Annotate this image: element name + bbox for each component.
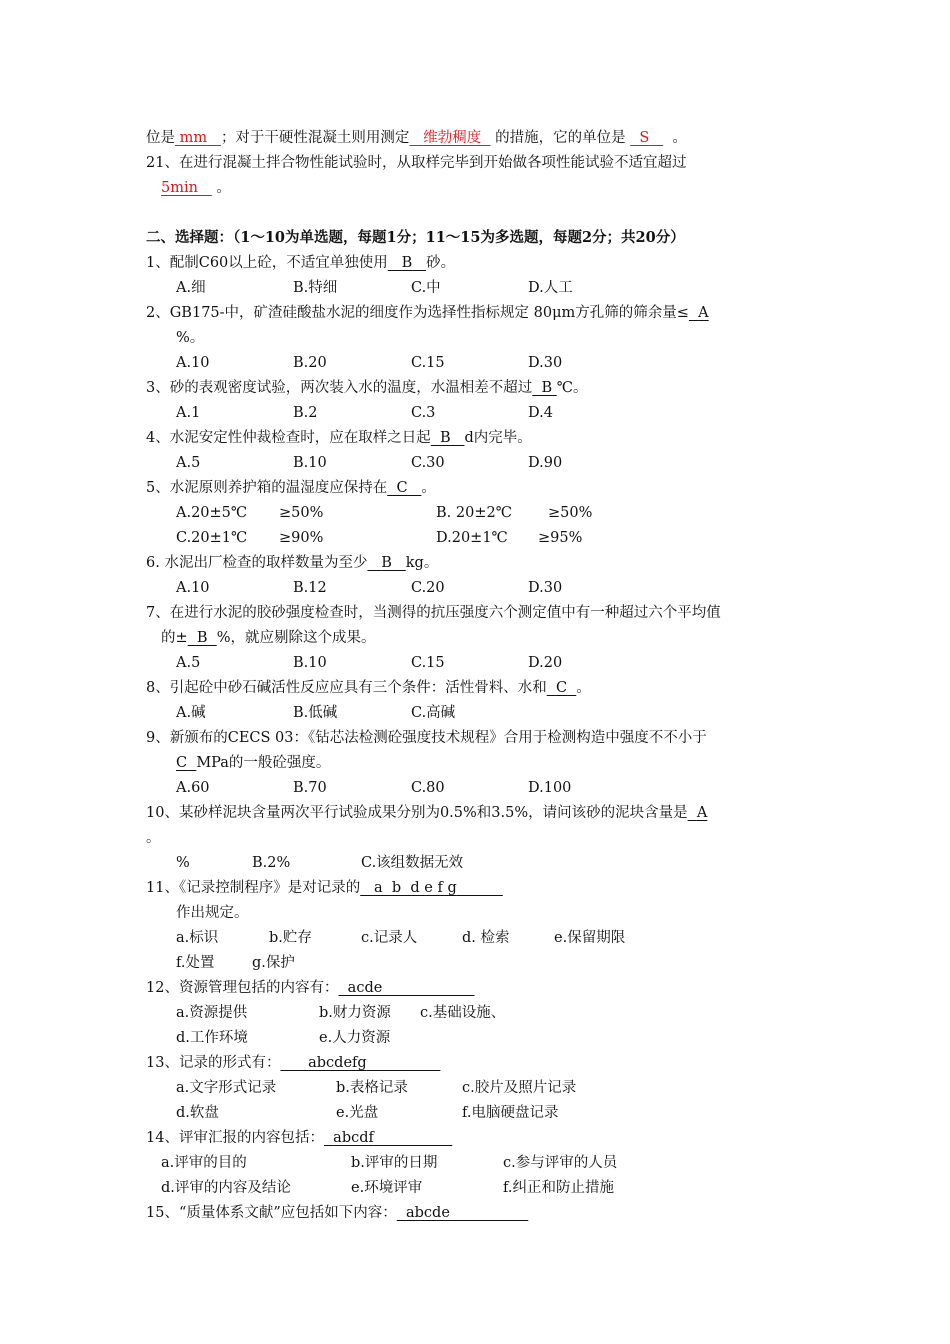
answer-text: abcdf [333,1130,374,1146]
question-text: 15、“质量体系文献”应包括如下内容： [146,1205,397,1221]
option: D.100 [528,780,572,796]
question-text: 13、记录的形式有： [146,1055,281,1071]
answer-text: B [196,630,208,646]
answer-blank [387,480,421,496]
answer-text: C [176,755,188,771]
option: e.人力资源 [319,1030,391,1046]
answer-blank [431,430,465,446]
option: C.20±1℃ [176,530,248,546]
question-2 [146,303,709,323]
option: B.2% [252,855,291,871]
answer-text: C [396,480,408,496]
option: B.特细 [293,280,338,296]
question-end: 。 [576,680,591,696]
question-text: 8、引起砼中砂石碱活性反应应具有三个条件：活性骨料、水和 [146,680,547,696]
question-7: 7、在进行水泥的胶砂强度检查时，当测得的抗压强度六个测定值中有一种超过六个平均值 [146,605,721,621]
option: A.5 [176,455,201,471]
question-3 [146,378,587,398]
option: A.碱 [176,705,206,721]
answer-blank [547,680,577,696]
question-5 [146,478,436,498]
question-text: 14、评审汇报的内容包括： [146,1130,324,1146]
question-text: 10、某砂样泥块含量两次平行试验成果分别为0.5%和3.5%，请问该砂的泥块含量是 [146,805,688,821]
option: ≥90% [279,530,324,546]
question-10-continuation: 。 [146,830,161,846]
answer-text: B [541,380,553,396]
question-end: ℃。 [556,380,588,396]
option: B.10 [293,655,327,671]
option: B.2 [293,405,318,421]
option: e.保留期限 [554,930,626,946]
question-end: 。 [421,480,436,496]
question-text: 6. 水泥出厂检查的取样数量为至少 [146,555,368,571]
answer-text: a b d e f g [374,880,457,896]
option: A.60 [176,780,210,796]
option: e.环境评审 [351,1180,423,1196]
option: b.财力资源 [319,1005,391,1021]
option: B.20 [293,355,327,371]
answer-blank [689,305,709,321]
option: e.光盘 [336,1105,379,1121]
question-7-continuation [161,628,376,648]
option: b.贮存 [269,930,312,946]
answer-text: S [639,130,650,146]
option: C.80 [411,780,445,796]
question-end: kg。 [405,555,439,571]
answer-text: 维勃稠度 [423,130,482,146]
question-2-continuation: %。 [176,330,205,346]
answer-text: abcde [406,1205,450,1221]
option: a.评审的目的 [161,1155,247,1171]
question-text: 的± [161,630,188,646]
option: C.3 [411,405,436,421]
answer-blank [176,755,196,771]
option: B.低碱 [293,705,338,721]
carryover-text-1: 位是 [146,130,175,146]
answer-text: acde [347,980,383,996]
question-21-answer-line [161,178,231,198]
question-9-continuation [176,753,330,773]
question-text: 5、水泥原则养护箱的温湿度应保持在 [146,480,388,496]
question-text: 1、配制C60以上砼，不适宜单独使用 [146,255,388,271]
option: b.表格记录 [336,1080,408,1096]
question-text: 11、《记录控制程序》是对记录的 [146,880,361,896]
carryover-line [146,128,687,148]
option: D.90 [528,455,563,471]
option: D.4 [528,405,553,421]
option: b.评审的日期 [351,1155,438,1171]
answer-blank [280,1055,440,1071]
option: f.纠正和防止措施 [503,1180,614,1196]
question-15 [146,1203,528,1223]
option: C.30 [411,455,445,471]
option: D.20 [528,655,563,671]
option: a.文字形式记录 [176,1080,277,1096]
option: ≥95% [538,530,583,546]
carryover-text-4: 。 [672,130,687,146]
answer-blank [338,980,474,996]
question-11 [146,878,503,898]
question-text: 12、资源管理包括的内容有： [146,980,339,996]
option: f.处置 [176,955,215,971]
option: C.15 [411,655,445,671]
option: A.1 [176,405,201,421]
option: d. 检索 [462,930,510,946]
option: A.5 [176,655,201,671]
answer-text: A [698,305,709,321]
carryover-text-3: 的措施，它的单位是 [495,130,626,146]
option: C.15 [411,355,445,371]
question-text: 21、在进行混凝土拌合物性能试验时，从取样完毕到开始做各项性能试验不适宜超过 [146,155,687,171]
answer-blank [388,255,426,271]
question-end: 砂。 [426,255,456,271]
answer-blank [367,555,405,571]
option: d.评审的内容及结论 [161,1180,291,1196]
option: g.保护 [252,955,295,971]
option: d.软盘 [176,1105,219,1121]
answer-blank [532,380,556,396]
question-21 [146,153,686,173]
answer-text: 5min [161,180,198,196]
answer-blank [688,805,708,821]
option: a.标识 [176,930,219,946]
answer-blank [188,630,217,646]
question-text: 3、砂的表观密度试验，两次装入水的温度，水温相差不超过 [146,380,533,396]
option: B.70 [293,780,327,796]
section-title: 二、选择题：（1～10为单选题，每题1分；11～15为多选题，每题2分；共20分） [146,229,685,246]
question-11-continuation: 作出规定。 [176,905,249,921]
option: C.20 [411,580,445,596]
question-1 [146,253,455,273]
question-6 [146,553,438,573]
option: d.工作环境 [176,1030,248,1046]
answer-blank [630,130,663,146]
answer-text: mm [179,130,208,146]
option: c.记录人 [361,930,418,946]
question-end: MPa的一般砼强度。 [196,755,331,771]
option: c.胶片及照片记录 [462,1080,577,1096]
question-end: d内完毕。 [464,430,532,446]
option: ≥50% [279,505,324,521]
answer-text: B [439,430,451,446]
question-13 [146,1053,440,1073]
question-9: 9、新颁布的CECS 03：《钻芯法检测砼强度技术规程》合用于检测构造中强度不不小于 [146,730,707,746]
option: D.30 [528,355,563,371]
question-text: 4、水泥安定性仲裁检查时，应在取样之日起 [146,430,431,446]
option: A.20±5℃ [176,505,248,521]
option: D.20±1℃ [436,530,508,546]
option: f.电脑硬盘记录 [462,1105,559,1121]
question-4 [146,428,532,448]
option: C.高碱 [411,705,456,721]
option: B. 20±2℃ [436,505,512,521]
option: a.资源提供 [176,1005,248,1021]
answer-text: B [401,255,413,271]
option: A.10 [176,580,210,596]
question-12 [146,978,475,998]
answer-blank [360,880,503,896]
answer-blank [324,1130,452,1146]
answer-blank [397,1205,529,1221]
question-10 [146,803,707,823]
option: C.该组数据无效 [361,855,464,871]
carryover-text-2: ；对于干硬性混凝土则用测定 [220,130,410,146]
option: ≥50% [548,505,593,521]
answer-text: C [555,680,568,696]
answer-blank [161,180,212,196]
option: B.12 [293,580,327,596]
question-text: 2、GB175-中，矿渣硅酸盐水泥的细度作为选择性指标规定 80μm方孔筛的筛余量≤ [146,305,689,321]
answer-blank [175,130,221,146]
question-14 [146,1128,452,1148]
answer-text: A [696,805,708,821]
option: A.细 [176,280,206,296]
option: % [176,855,190,871]
option: c.基础设施、 [420,1005,506,1021]
question-end: %，就应剔除这个成果。 [216,630,376,646]
option: c.参与评审的人员 [503,1155,618,1171]
option: A.10 [176,355,210,371]
answer-blank [409,130,490,146]
question-end: 。 [216,180,231,196]
option: D.30 [528,580,563,596]
option: D.人工 [528,280,573,296]
option: B.10 [293,455,327,471]
answer-text: abcdefg [308,1055,367,1071]
option: C.中 [411,280,441,296]
answer-text: B [381,555,392,571]
question-8 [146,678,591,698]
